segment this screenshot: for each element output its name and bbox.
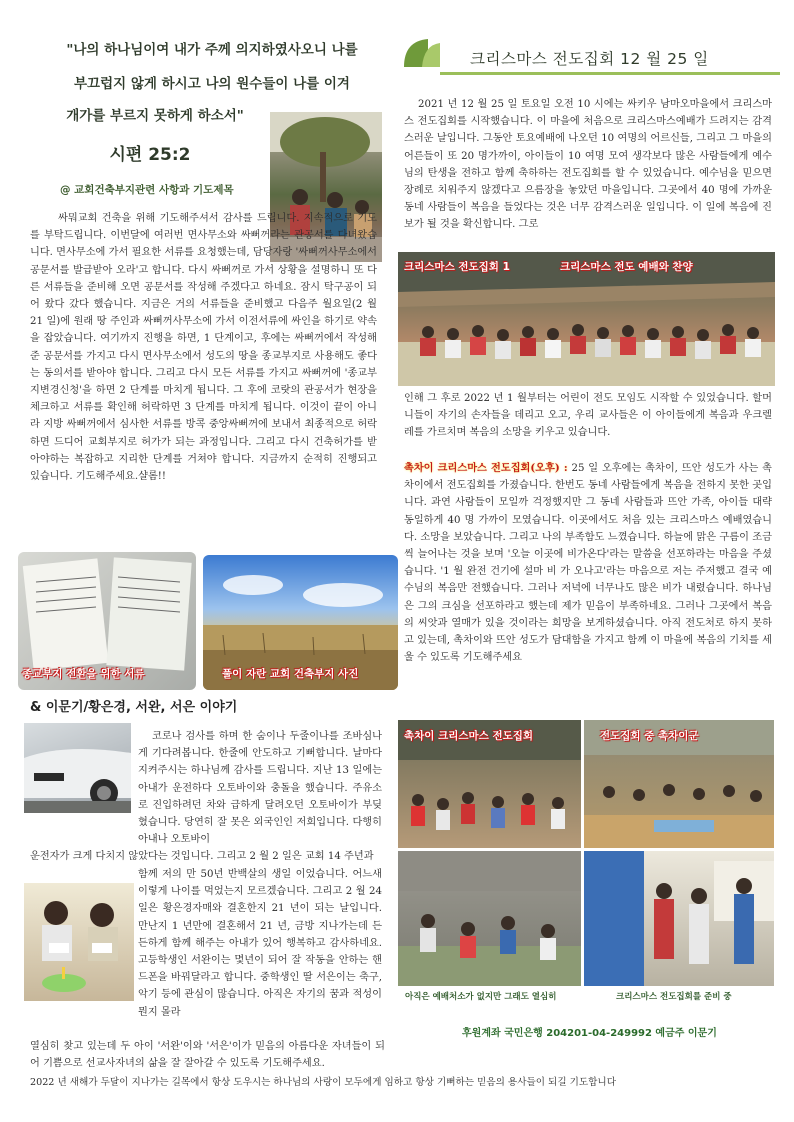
caption-christmas-1: 크리스마스 전도집회 1 xyxy=(404,261,510,273)
family-body-a: 코로나 검사를 하며 한 숨이나 두줄이나를 조바심나게 기다려봅니다. 한줄에 안도하고 기뻐합니다. 날마다 지켜주시는 하나님께 감사를 드립니다. 지난 13 일에는 아내가 운전하다 오토바이와 충돌을 했습니다. 주유소로 진입하려던 차와 급하게 달려오던 오토바이가 부딪혔습니다. 당연히 잘 못은 외국인인 저희입니다. 다행히 아내나 오토바이 xyxy=(138,731,382,846)
verse-reference: 시편 25:2 xyxy=(109,145,191,165)
caption-bottom-left: 아직은 예배처소가 없지만 그래도 열심히 xyxy=(405,992,557,1002)
christmas-paragraph-1: 2021 년 12 월 25 일 토요일 오전 10 시에는 싸키우 남마오마을에서 크리스마스 전도집회를 시작했습니다. 이 마을에 처음으로 크리스마스예배가 드려지는 감격스러운 날입니다. 그동안 토요예배에 나오던 10 여명의 어르신들, 그리고 그 마을의 어른들이 또 20 명가까이, 아이들이 10 여명 모여 생각보다 많은 사람들에게 예수님의 탄생을 전하고 함께 축하하는 전도집회를 할 수 있었습니다. 예수님을 믿으면 장례로 치워주지 않겠다고 으름장을 놓았던 마을입니다. 그곳에서 40 명에 가까운 동네 사람들이 복음을 들었다는 것은 너무 감격스러운 일입니다. 이 일에 복음에 진보가 될 것을 확신합니다. 그로 xyxy=(404,99,772,231)
leaf-logo-icon xyxy=(402,37,442,69)
verse-line-3: 개가를 부르지 못하게 하소서" xyxy=(66,108,244,124)
car-accident-photo xyxy=(24,723,131,813)
caption-chokchai: 촉차이 크리스마스 전도집회 xyxy=(404,730,534,742)
caption-land-site: 풀이 자란 교회 건축부지 사진 xyxy=(222,668,359,680)
caption-bottom-right: 크리스마스 전도집회를 준비 중 xyxy=(616,992,732,1002)
caption-christmas-1-sub: 크리스마스 전도 예배와 찬양 xyxy=(560,261,693,273)
christmas-prep-photo xyxy=(584,851,774,986)
closing-prayer: 2022 년 새해가 두달이 지나가는 길목에서 항상 도우시는 하나님의 사랑이 모두에게 임하고 항상 기뻐하는 믿음의 용사들이 되길 기도합니다 xyxy=(30,1077,616,1088)
chokchai-heading: 촉차이 크리스마스 전도집회(오후) : xyxy=(404,462,568,474)
caption-land-docs: 종교부지 전환을 위한 서류 xyxy=(22,668,145,680)
caption-chokchai-2: 전도집회 중 촉차이군 xyxy=(600,730,699,742)
section-title-christmas: 크리스마스 전도집회 12 월 25 일 xyxy=(470,50,709,68)
family-body-d: 열심히 찾고 있는데 두 아이 '서완'이와 '서은'이가 믿음의 아름다운 자녀들이 되어 기쁨으로 선교사자녀의 삶을 잘 잘아갈 수 있도록 기도해주세요. xyxy=(30,1041,385,1070)
verse-line-1: "나의 하나님이여 내가 주께 의지하였사오니 나를 xyxy=(66,42,358,58)
family-birthday-photo xyxy=(24,883,134,1001)
land-section-body: 싸뭐교회 건축을 위해 기도해주셔서 감사를 드립니다. 지속적으로 기도를 부탁드립니다. 이번달에 여러번 면사무소와 싸뻐꺼라는 관공서를 다녀왔습니다. 면사무소에 가서 필요한 서류를 요청했는데, 담당자랑 '싸뻐꺼사무소에서 공문서를 발급받아 오라'고 합니다. 다시 싸뻐꺼로 가서 상황을 설명하니 또 다른 서류들을 준비해 오면 공문서를 작성해 주겠다고 하네요. 잠시 탁구공이 되어 왔다 갔다 했습니다. 지금은 거의 서류들을 준비했고 다음주 월요일(2 월 21 일)에 원래 땅 주인과 싸뻐꺼사무소에 가서 이전서류에 싸인을 하기로 약속을 잡았습니다. 여기까지 진행을 하면, 1 단계이고, 후에는 싸뻐꺼에서 작성해준 공문서를 가지고 다시 면사무소에서 성도의 땅을 종교부지로 사용해도 좋다는 동의서를 받아야 합니다. 그리고 다시 모든 서류를 가지고 싸뻐꺼에 '종교부지변경신청'을 하면 2 단계를 마치게 됩니다. 그 후에 코랏의 관공서가 현장을 체크하고 서류를 확인해 허락하면 3 단계를 마치게 됩니다. 이것이 끝이 아니라 지방 싸뻐꺼에서 심사한 서류를 방콕 중앙싸뻐꺼에 보내서 최종적으로 허락하면 드디어 교회부지로 허가가 되는 과정입니다. 그리고 다시 건축허가를 받아야하는 복잡하고 지리한 단계를 거쳐야 합니다. 지금까지 순적히 진행되고 있습니다. 기도해주세요.샬롬!! xyxy=(30,213,377,483)
kids-worship-photo xyxy=(398,851,581,986)
header-rule xyxy=(440,72,780,75)
family-section-heading: & 이문기/황은경, 서완, 서은 이야기 xyxy=(30,700,238,715)
christmas-paragraph-3 xyxy=(404,460,772,666)
bank-account-info: 후원계좌 국민은행 204201-04-249992 예금주 이문기 xyxy=(462,1028,717,1039)
chokchai-body: 25 일 오후에는 촉차이, 뜨안 성도가 사는 촉차이에서 전도집회를 가졌습니다. 한번도 동네 사람들에게 복음을 전하지 못한 곳입니다. 과연 사람들이 모일까 걱정했지만 그 동네 사람들과 뜨안 가족, 아이들 대략 동일하게 40 명 가까이 모였습니다. 이곳에서도 처음 있는 크리스마스 예배였습니다. 소망을 보았습니다. 그리고 나의 부족함도 느꼈습니다. 하늘에 맑은 구름이 조금씩 늘어나는 것을 보며 '오늘 이곳에 비가온다'라는 말씀을 선포하라는 마음을 주셨습니다. '1 월 완전 건기에 설마 비 가 오나고'라는 마음으로 저는 주저했고 결국 예수님의 복음만 전했습니다. 그러나 저녁에 너무나도 많은 비가 내렸습니다. 하나님은 그의 크심을 선포하라고 했는데 제가 믿음이 부족하네요. 그러나 그곳에서 복음의 씨앗과 열매가 있을 것이라는 희망을 보게하셨습니다. 아직 전도처로 하지 못하고 있는데, 촉차이와 뜨안 성도가 담대함을 가지고 함께 이 마을에 복음의 기치를 세울 수 있도록 기도해주세요 xyxy=(404,463,772,664)
family-body-c: 함께 저의 만 50년 반백살의 생일 이었습니다. 어느새 이렇게 나이를 먹었는지 모르겠습니다. 그리고 2 월 24 일은 황은경자매와 결혼한지 21 년이 되는 날입니다. 만난지 1 년만에 결혼해서 21 년, 금방 지나가는데 든든하게 함께 해주는 아내가 있어 행복하고 감사하네요. 고등학생인 서완이는 몇년이 되어 잘 작동을 안하는 핸드폰을 바꿔달라고 합니다. 중학생인 딸 서은이는 축구, 악기 등에 관심이 많습니다. 아직은 자기의 꿈과 적성이 뭔지 몰라 xyxy=(138,869,382,1018)
land-section-heading: @ 교회건축부지관련 사항과 기도제목 xyxy=(60,184,234,196)
family-body-b: 운전자가 크게 다치지 않았다는 것입니다. 그리고 2 월 2 일은 교회 14 주년과 xyxy=(30,851,374,862)
verse-line-2: 부끄럽지 않게 하시고 나의 원수들이 나를 이겨 xyxy=(74,76,350,92)
christmas-paragraph-2: 인해 그 후로 2022 년 1 월부터는 어린이 전도 모임도 시작할 수 있었습니다. 할머니들이 자기의 손자들을 데리고 오고, 우리 교사들은 이 아이들에게 복음과 우크렐레를 가르치며 복음의 소망을 키우고 있습니다. xyxy=(404,393,773,439)
